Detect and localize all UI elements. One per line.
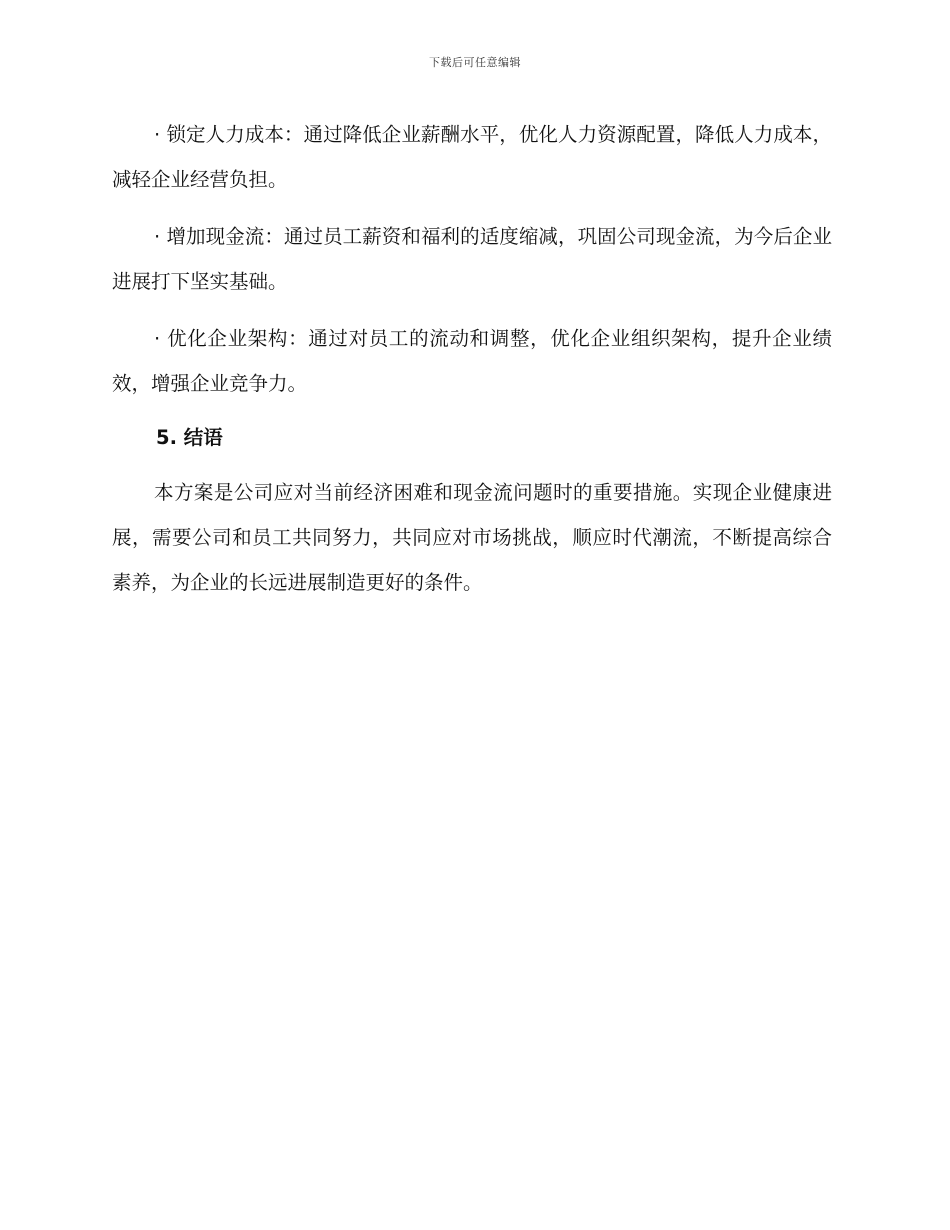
section-heading-conclusion: 5. 结语 xyxy=(156,426,223,449)
bullet-optimize-structure: · 优化企业架构：通过对员工的流动和调整，优化企业组织架构，提升企业绩效，增强企业竞争力。 xyxy=(112,327,832,395)
document-body xyxy=(112,112,832,605)
conclusion-paragraph: 本方案是公司应对当前经济困难和现金流问题时的重要措施。实现企业健康进展，需要公司和员工共同努力，共同应对市场挑战，顺应时代潮流，不断提高综合素养，为企业的长远进展制造更好的条件。 xyxy=(112,481,832,594)
bullet-increase-cash-flow: · 增加现金流：通过员工薪资和福利的适度缩减，巩固公司现金流，为今后企业进展打下坚实基础。 xyxy=(112,225,832,293)
page-header-note: 下载后可任意编辑 xyxy=(429,56,521,69)
bullet-lock-labor-cost: · 锁定人力成本：通过降低企业薪酬水平，优化人力资源配置，降低人力成本，减轻企业经营负担。 xyxy=(112,123,832,191)
